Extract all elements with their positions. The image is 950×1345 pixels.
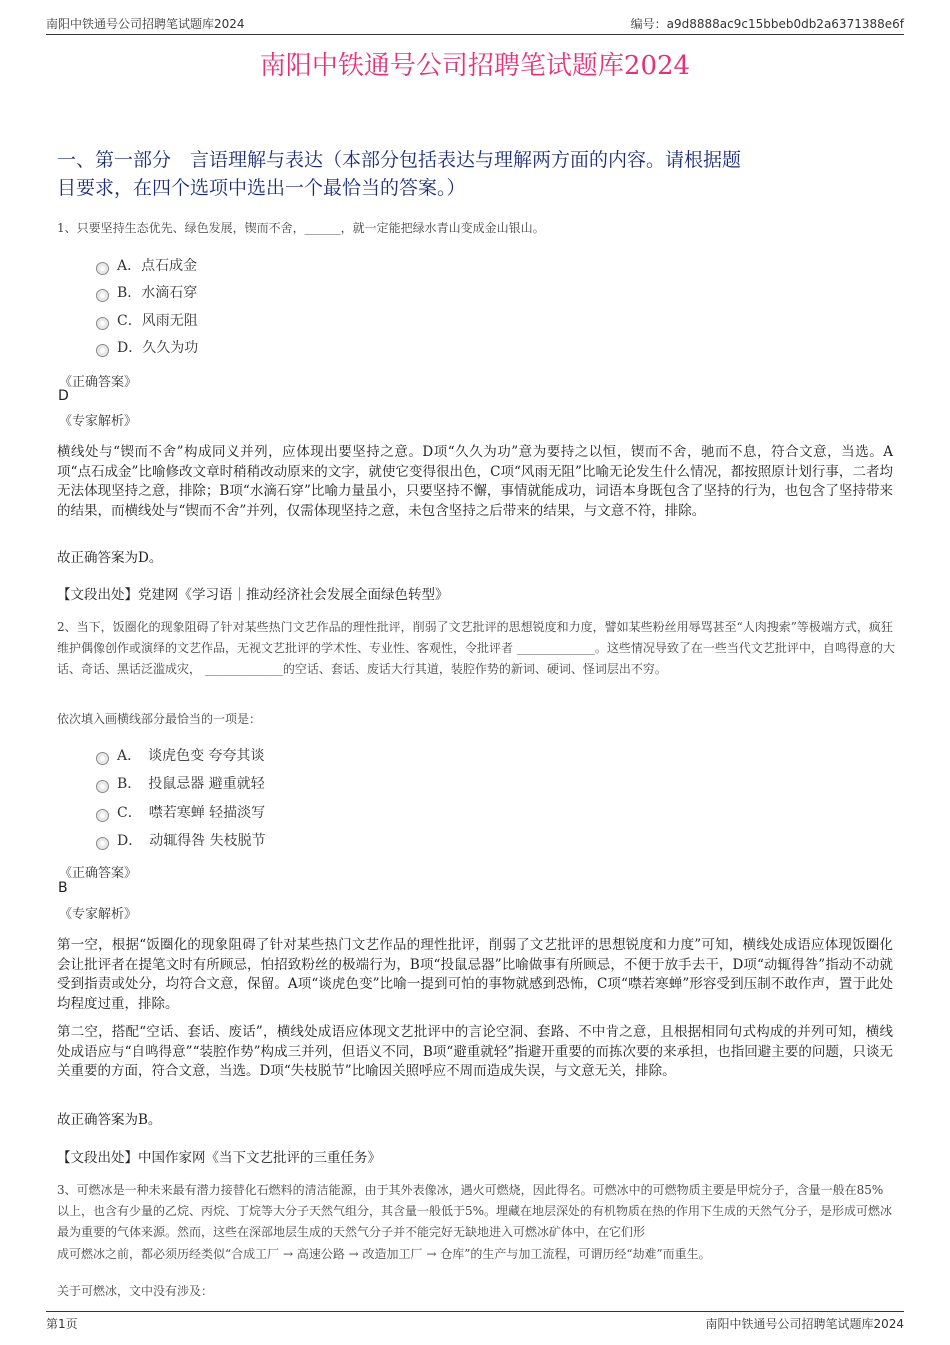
question-2-source: 【文段出处】中国作家网《当下文艺批评的三重任务》	[57, 1150, 381, 1166]
page-header	[46, 12, 904, 35]
question-2-option-a[interactable]: A． 谈虎色变 夸夸其谈	[96, 745, 265, 767]
section-heading	[57, 146, 897, 202]
question-2-stem: 2、当下，饭圈化的现象阻碍了针对某些热门文艺作品的理性批评，削弱了文艺批评的思想锐度和力度，譬如某些粉丝用辱骂甚至“人肉搜索”等极端方式，疯狂维护偶像创作或演绎的文艺作品，无视文艺批评的学术性、专业性、客观性，令批评者 _____________。这些情况导致了在一些当代文艺批评中，自鸣得意的大话、奇话、黑话泛滥成灾， _____________的空话、套话、废话大行其道，装腔作势的新词、硬词、怪词层出不穷。	[57, 620, 895, 676]
question-1-option-c[interactable]: C．风雨无阻	[96, 310, 198, 332]
header-title: 南阳中铁通号公司招聘笔试题库2024	[46, 17, 245, 31]
question-2-conclusion: 故正确答案为B。	[57, 1112, 162, 1128]
question-3-stem: 3、可燃冰是一种未来最有潜力接替化石燃料的清洁能源，由于其外表像冰，遇火可燃烧，因此得名。可燃冰中的可燃物质主要是甲烷分子，含量一般在85%以上，也含有少量的乙烷、丙烷、丁烷等大分子天然气组分，其含量一般低于5%。埋藏在地层深处的有机物质在热的作用下生成的天然气分子，是形成可燃冰最为重要的气体来源。然而，这些在深部地层生成的天然气分子并不能完好无缺地进入可燃冰矿体中，在它们形	[57, 1183, 893, 1239]
question-1-source: 【文段出处】党建网《学习语｜推动经济社会发展全面绿色转型》	[57, 587, 449, 603]
radio-icon[interactable]	[96, 837, 109, 850]
radio-icon[interactable]	[96, 344, 109, 357]
question-1-conclusion: 故正确答案为D。	[57, 550, 163, 566]
section-heading-line-2: 目要求，在四个选项中选出一个最恰当的答案。）	[57, 177, 466, 199]
question-3-stem-continued: 成可燃冰之前，都必须历经类似“合成工厂 → 高速公路 → 改造加工厂 → 仓库”的生产与加工流程，可谓历经“劫难”而重生。	[57, 1247, 711, 1261]
question-2-answer: B	[58, 880, 68, 896]
radio-icon[interactable]	[96, 317, 109, 330]
page-number: 第1页	[46, 1317, 78, 1331]
document-title: 南阳中铁通号公司招聘笔试题库2024	[259, 51, 691, 81]
footer-title: 南阳中铁通号公司招聘笔试题库2024	[705, 1317, 904, 1331]
radio-icon[interactable]	[96, 262, 109, 275]
question-1-analysis: 横线处与“锲而不舍”构成同义并列，应体现出要坚持之意。D项“久久为功”意为要持之以恒，锲而不舍，驰而不息，符合文意，当选。A项“点石成金”比喻修改文章时稍稍改动原来的文字，就使它变得很出色，C项“风雨无阻”比喻无论发生什么情况，都按照原计划行事，二者均无法体现坚持之意，排除；B项“水滴石穿”比喻力量虽小，只要坚持不懈，事情就能成功，词语本身既包含了坚持的行为，也包含了坚持带来的结果，而横线处与“锲而不舍”并列，仅需体现坚持之意，未包含坚持之后带来的结果，与文意不符，排除。	[57, 444, 893, 519]
section-heading-line-1: 一、第一部分 言语理解与表达（本部分包括表达与理解两方面的内容。请根据题	[57, 149, 742, 171]
question-2-option-c[interactable]: C． 噤若寒蝉 轻描淡写	[96, 802, 265, 824]
page-footer	[46, 1311, 904, 1332]
analysis-label: 《专家解析》	[59, 414, 138, 429]
answer-label: 《正确答案》	[59, 866, 138, 881]
question-1-option-d[interactable]: D．久久为功	[96, 337, 198, 359]
question-2-analysis-1: 第一空，根据“饭圈化的现象阻碍了针对某些热门文艺作品的理性批评，削弱了文艺批评的思想锐度和力度”可知，横线处成语应体现饭圈化会让批评者在提笔文时有所顾忌，怕招致粉丝的极端行为，B项“投鼠忌器”比喻做事有所顾忌，不便于放手去干，D项“动辄得咎”指动不动就受到指责或处分，均符合文意，保留。A项“谈虎色变”比喻一提到可怕的事物就感到恐怖，C项“噤若寒蝉”形容受到压制不敢作声，置于此处均程度过重，排除。	[57, 937, 893, 1012]
question-1-option-a[interactable]: A．点石成金	[96, 255, 197, 277]
radio-icon[interactable]	[96, 289, 109, 302]
question-2-analysis-2: 第二空，搭配“空话、套话、废话”，横线处成语应体现文艺批评中的言论空洞、套路、不中肯之意，且根据相同句式构成的并列可知，横线处成语应与“自鸣得意”“装腔作势”构成三并列，但语义不同，B项“避重就轻”指避开重要的而拣次要的来承担，也指回避主要的问题，只谈无关重要的方面，符合文意，当选。D项“失枝脱节”比喻因关照呼应不周而造成失误，与文意无关，排除。	[57, 1024, 893, 1079]
radio-icon[interactable]	[96, 752, 109, 765]
question-2-option-d[interactable]: D． 动辄得咎 失枝脱节	[96, 830, 266, 852]
answer-label: 《正确答案》	[59, 375, 138, 390]
question-2-option-b[interactable]: B． 投鼠忌器 避重就轻	[96, 773, 265, 795]
radio-icon[interactable]	[96, 780, 109, 793]
analysis-label: 《专家解析》	[59, 907, 138, 922]
question-3-prompt: 关于可燃冰，文中没有涉及：	[57, 1284, 214, 1298]
question-1-option-b[interactable]: B．水滴石穿	[96, 282, 197, 304]
header-doc-id: 编号：a9d8888ac9c15bbeb0db2a6371388e6f	[630, 17, 904, 31]
question-2-prompt: 依次填入画横线部分最恰当的一项是：	[57, 712, 262, 726]
question-1-stem: 1、只要坚持生态优先、绿色发展，锲而不舍，______，就一定能把绿水青山变成金山银山。	[57, 221, 545, 235]
radio-icon[interactable]	[96, 809, 109, 822]
question-1-answer: D	[58, 388, 69, 404]
